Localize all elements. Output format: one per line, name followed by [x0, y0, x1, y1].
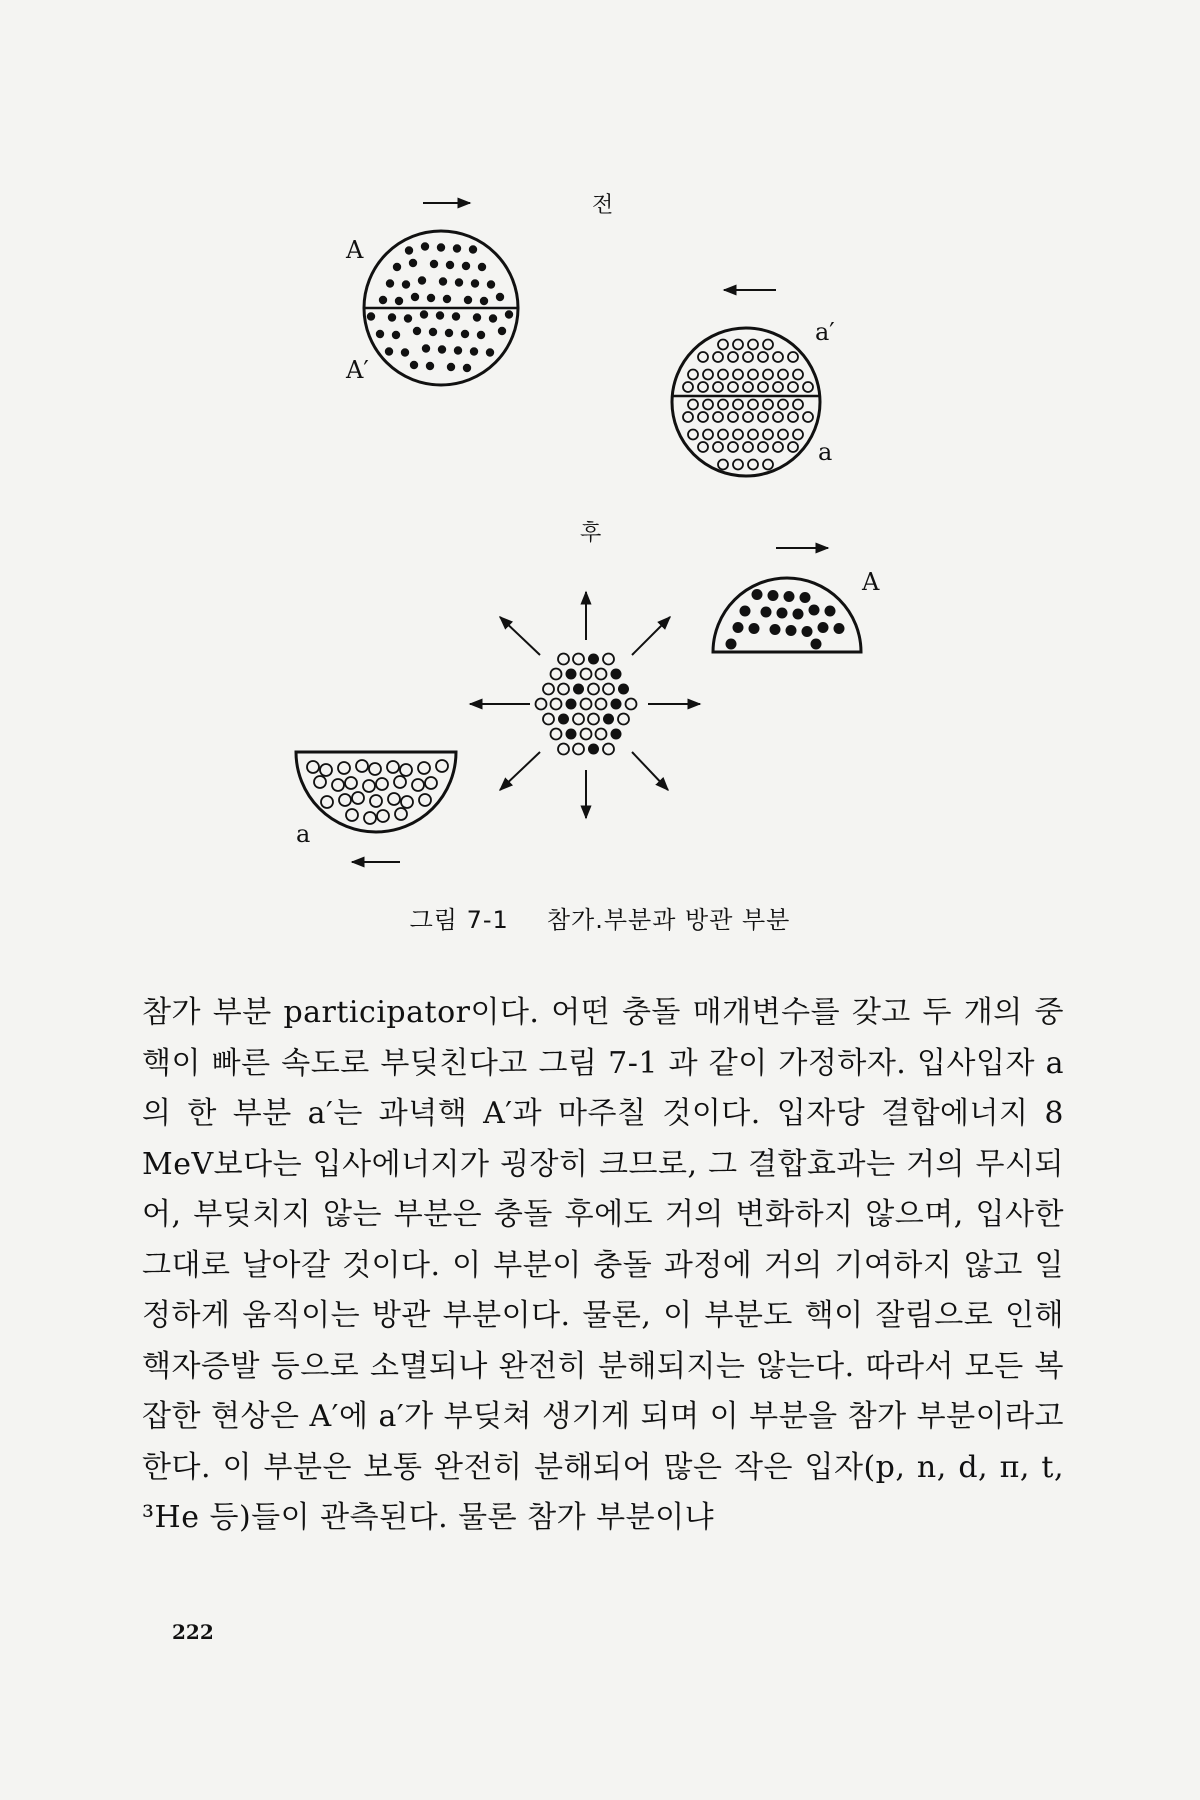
label-before: 전: [592, 193, 614, 218]
page-number: 222: [172, 1620, 214, 1644]
body-text: [142, 988, 1064, 1544]
figure-number: 그림 7-1: [409, 906, 509, 934]
label-A-before: A: [346, 236, 364, 264]
label-a-before: a: [818, 438, 833, 466]
spectator-a-after: [296, 752, 456, 862]
label-after: 후: [580, 521, 602, 546]
label-A-prime: A′: [346, 356, 369, 384]
figure-caption-text: 참가.부분과 방관 부분: [546, 906, 791, 934]
label-a-prime: a′: [815, 318, 835, 346]
paragraph: 참가 부분 participator이다. 어떤 충돌 매개변수를 갖고 두 개의 중핵이 빠른 속도로 부딪친다고 그림 7-1 과 같이 가정하자. 입사입자 a 의 한 부분 a′는 과녁핵 A′과 마주칠 것이다. 입자당 결합에너지 8 MeV보다는 입사에너지가 굉장히 크므로, 그 결합효과는 거의 무시되어, 부딪치지 않는 부분은 충돌 후에도 거의 변화하지 않으며, 입사한 그대로 날아갈 것이다. 이 부분이 충돌 과정에 거의 기여하지 않고 일정하게 움직이는 방관 부분이다. 물론, 이 부분도 핵이 잘림으로 인해 핵자증발 등으로 소멸되나 완전히 분해되지는 않는다. 따라서 모든 복잡한 현상은 A′에 a′가 부딪쳐 생기게 되며 이 부분을 참가 부분이라고 한다. 이 부분은 보통 완전히 분해되어 많은 작은 입자(p, n, d, π, t, ³He 등)들이 관측된다. 물론 참가 부분이냐: [142, 995, 1065, 1535]
spectator-A-after: [713, 548, 880, 652]
label-A-after: A: [862, 568, 880, 596]
figure-7-1: [0, 0, 1200, 880]
figure-caption: [0, 900, 1200, 935]
nucleus-a-before: [672, 290, 835, 476]
label-a-after: a: [296, 820, 311, 848]
participant-fireball: [470, 592, 700, 818]
nucleus-A-before: [345, 203, 518, 385]
